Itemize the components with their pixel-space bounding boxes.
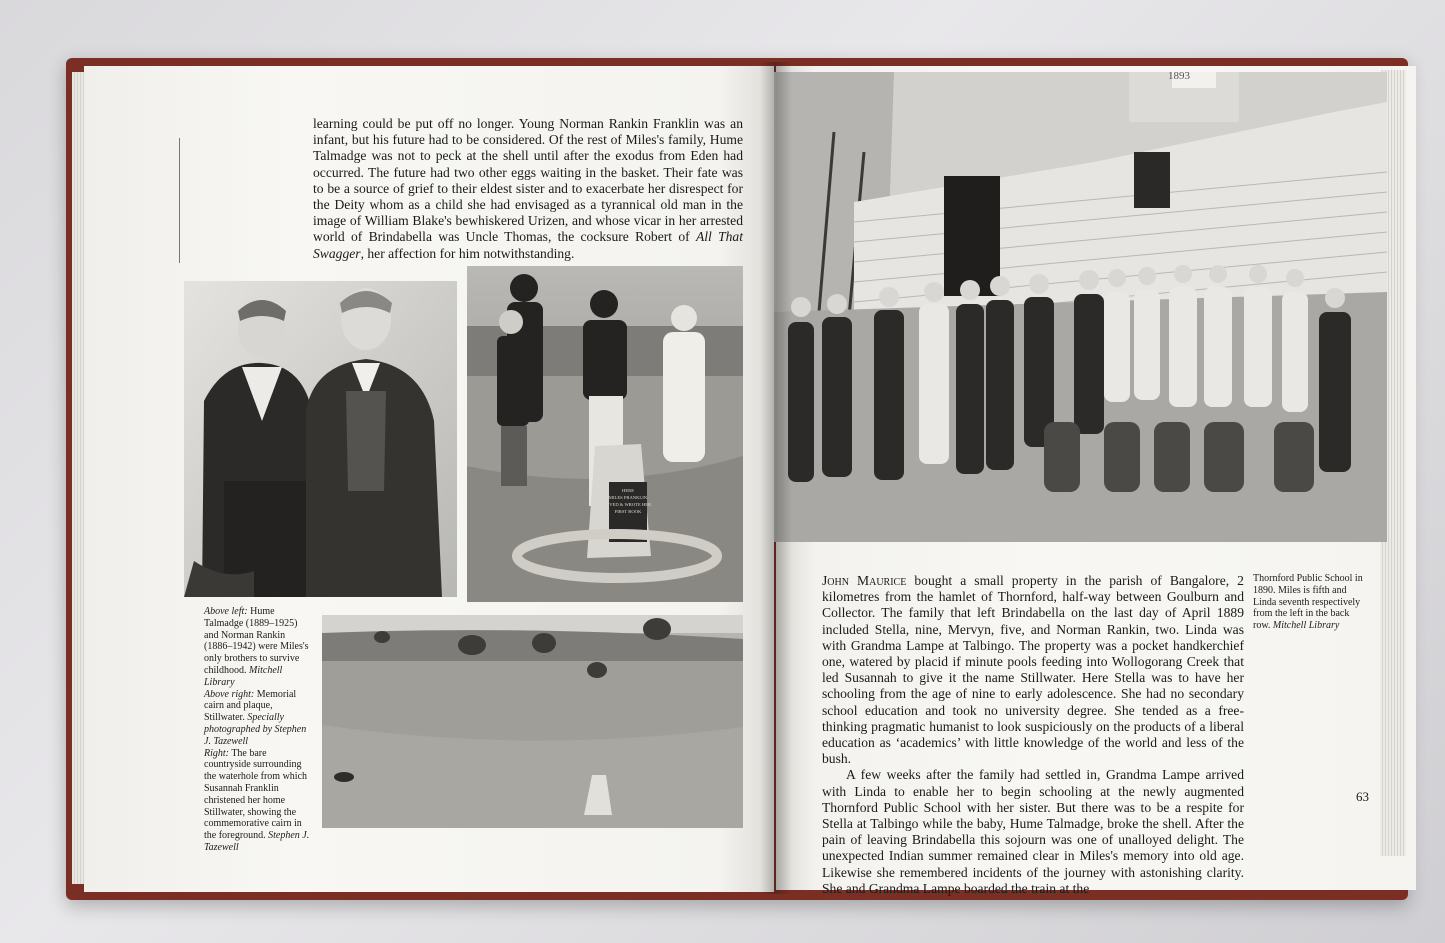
plaque-line-3: LIVED & WROTE HER — [604, 502, 652, 507]
plaque-line-4: FIRST BOOK — [614, 509, 642, 514]
page-number: 63 — [1356, 789, 1369, 804]
right-body-text: John Maurice bought a small property in the parish of Bangalore, 2 kilometres from the hamlet of Thornford, half-way between Goulburn and Collector. The family that left Brindabella on the last day of April 1889 included Stella, nine, Mervyn, five, and Norman Rankin, two. Linda was with Grandma Lampe at Talbingo. The property was a pocket handkerchief one, watered by placid if minute pools feeding into Wollogorang Creek that led Susannah to give it the name Stillwater. Here Stella was to have her schooling from the age of nine to early adolescence. She had no secondary school education and took no university degree. She tended as a free-thinking pragmatic humanist to look suspiciously on the products of a liberal education as ‘academics’ with little knowledge of the world and less of the bush. A few weeks after the family had settled in, Grandma Lampe arrived with Linda to enable her to begin schooling at the newly augmented Thornford Public School with her sister. But there was to be a respite for Stella at Talbingo while the baby, Hume Talmadge, broke the shell. After the pain of leaving Brindabella this sojourn was one of unalloyed delight. The unexpected Indian summer remained clear in Miles's memory into old age. Likewise she remembered incidents of the journey with astonishing clarity. She and Grandma Lampe boarded the train at the — [822, 573, 1244, 896]
left-body-text: learning could be put off no longer. Young Norman Rankin Franklin was an infant, but his future had to be considered. Of the rest of Miles's family, Hume Talmadge was not to peck at the shell until after the exodus from Eden had occurred. The future had two other eggs waiting in the basket. Their fate was to be a source of grief to their eldest sister and to exacerbate her disrespect for the Deity whom as a child she had envisaged as a tyrannical old man in the image of William Blake's bewhiskered Urizen, and whose vicar in her arrested world of Brindabella was Uncle Thomas, the cocksure Robert of All That Swagger, her affection for him notwithstanding. — [313, 116, 743, 261]
school-date-board: 1893 — [1168, 70, 1190, 82]
plaque-line-1: HERE — [622, 488, 634, 493]
plaque-line-2: MILES FRANKLIN — [608, 495, 648, 500]
photo-stillwater-landscape — [322, 615, 743, 828]
school-photo-caption: Thornford Public School in 1890. Miles is fifth and Linda seventh respectively from the left in the back row. Mitchell Library — [1253, 573, 1363, 632]
margin-rule — [179, 138, 180, 263]
photo-thornford-school — [774, 72, 1387, 542]
left-photo-captions: Above left: Hume Talmadge (1889–1925) and Norman Rankin (1886–1942) were Miles's only brothers to survive childhood. Mitchell Library Above right: Memorial cairn and plaque, Stillwater. Specially photographed by Stephen J. Tazewell Right: The bare countryside surrounding the waterhole from which Susannah Franklin christened her home Stillwater, showing the commemorative cairn in the foreground. Stephen J. Tazewell — [204, 606, 310, 853]
photo-memorial-cairn — [467, 266, 743, 602]
book-gutter-shadow — [760, 62, 792, 894]
photo-two-brothers — [184, 281, 457, 597]
